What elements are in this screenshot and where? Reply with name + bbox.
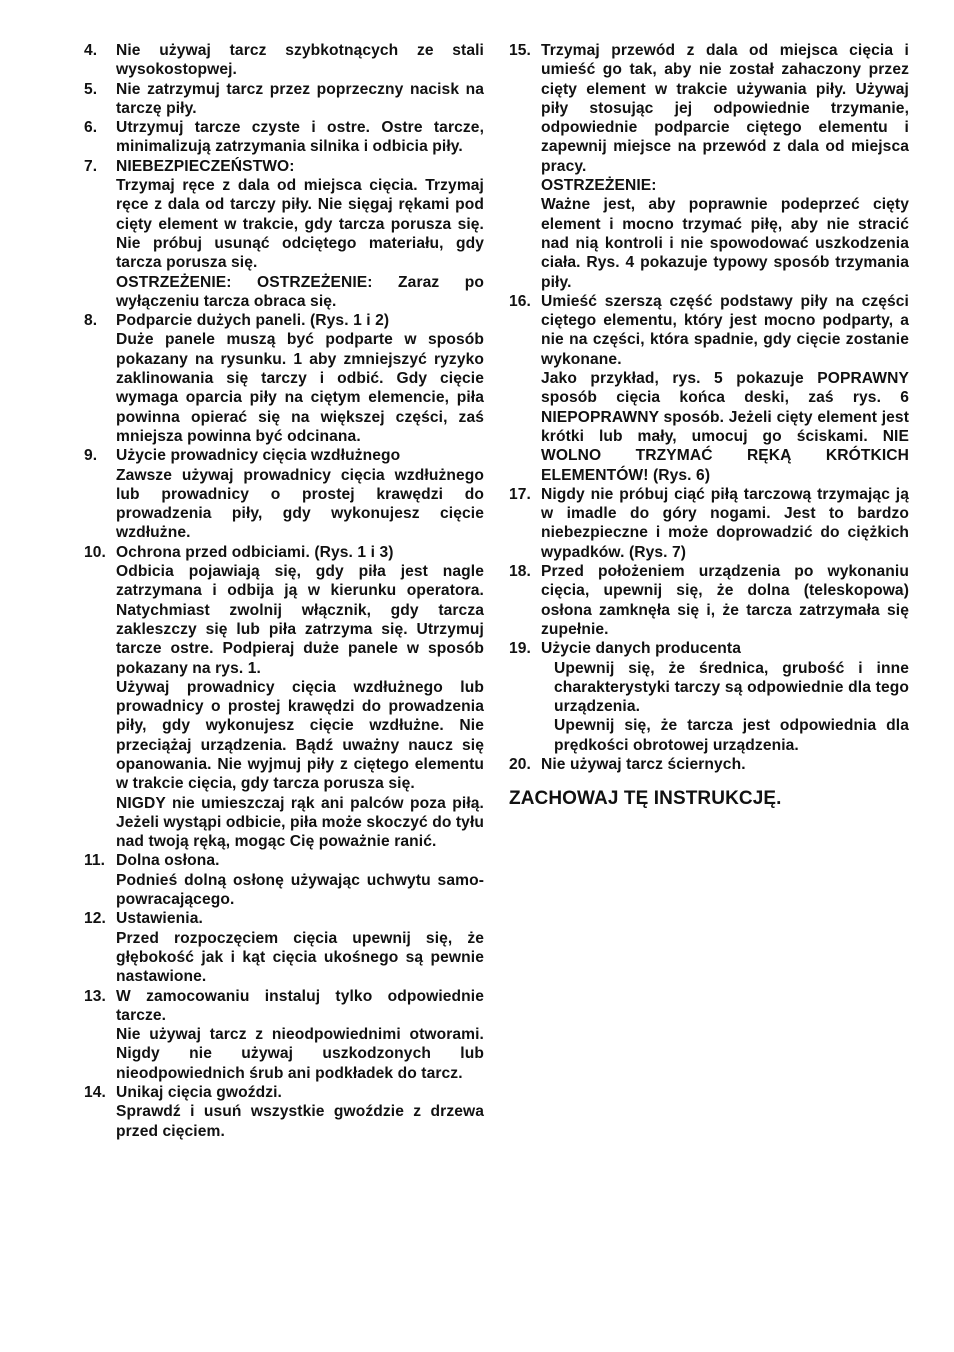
right-column — [509, 41, 909, 811]
item-sub-paragraph: Upewnij się, że tarcza jest odpowiednia dla prędkości obrotowej urządzenia. — [554, 717, 909, 754]
item-paragraph: NIEBEZPIECZEŃSTWO: — [116, 157, 295, 175]
item-body — [541, 41, 909, 292]
safety-item-18 — [509, 562, 909, 639]
item-paragraph: Umieść szerszą część podstawy piły na części ciętego elementu, który jest mocno podparty, a nie na części, która spadnie, gdy cięcie zostanie wykonane. — [541, 292, 909, 368]
item-body — [116, 118, 484, 157]
safety-item-5 — [84, 80, 484, 119]
item-number: 4. — [84, 42, 98, 59]
item-paragraph: NIGDY nie umieszczaj rąk ani palców poza piłą. Jeżeli wystąpi odbicie, piła może skoczyć do tyłu nad twoją ręką, mogąc Cię poważnie ranić. — [116, 794, 485, 851]
item-number: 14. — [84, 1084, 106, 1102]
item-number: 19. — [509, 640, 531, 658]
item-number: 17. — [509, 485, 531, 503]
item-paragraph: Podnieś dolną osłonę używając uchwytu samo- powracającego. — [116, 871, 484, 909]
safety-item-11 — [84, 851, 484, 909]
left-column — [84, 41, 484, 1141]
item-paragraph: Nie używaj tarcz ściernych. — [541, 755, 746, 773]
item-paragraph: Nie zatrzymuj tarcz przez poprzeczny nacisk na tarczę piły. — [116, 80, 484, 117]
item-number: 13. — [84, 987, 106, 1005]
item-number: 9. — [84, 447, 98, 465]
item-number: 18. — [509, 563, 531, 581]
item-number: 15. — [509, 42, 531, 59]
item-body — [541, 755, 909, 774]
item-number: 11. — [84, 852, 106, 870]
item-paragraph: Nie używaj tarcz z nieodpowiednimi otworami. Nigdy nie używaj uszkodzonych lub nieodpowiednich śrub ani podkładek do tarcz. — [116, 1026, 484, 1082]
safety-item-15 — [509, 41, 909, 292]
item-sub-paragraph: Upewnij się, że średnica, grubość i inne charakterystyki tarczy są odpowiednie dla tego urządzenia. — [554, 659, 909, 716]
item-paragraph: OSTRZEŻENIE: OSTRZEŻENIE: Zaraz po wyłączeniu tarcza obraca się. — [116, 273, 484, 310]
item-paragraph: Podparcie dużych paneli. (Rys. 1 i 2) — [116, 312, 390, 330]
item-paragraph: Ważne jest, aby poprawnie podeprzeć cięty element i mocno trzymać piłę, aby nie stracić nad nią kontroli i nie spowodować uszkodzenia ciała. Rys. 4 pokazuje typowy sposób trzymania piły. — [541, 196, 909, 291]
item-body — [541, 485, 909, 562]
safety-item-4 — [84, 41, 484, 80]
safety-item-6 — [84, 118, 484, 157]
item-body — [541, 562, 909, 639]
item-body — [116, 987, 484, 1083]
item-number: 10. — [84, 543, 106, 561]
item-paragraph: Zawsze używaj prowadnicy cięcia wzdłużnego lub prowadnicy o prostej krawędzi do prowadzenia piły, gdy wykonujesz cięcie wzdłużne. — [116, 466, 484, 542]
item-paragraph: Trzymaj przewód z dala od miejsca cięcia i umieść go tak, aby nie został zahaczony przez cięty element w trakcie używania piły. Używaj piły stosując jej odpowiednie trzymanie, odpowiednie podparcie ciętego elementu i zapewnij miejsce na przewód z dala od miejsca pracy. — [541, 42, 909, 175]
item-body — [116, 1083, 484, 1141]
item-paragraph: Odbicia pojawiają się, gdy piła jest nagle zatrzymana i odbija ją w kierunku operatora. Natychmiast zwolnij włącznik, gdy tarcza zakleszczy się lub piła zatrzyma się. Utrzymuj tarcze ostre. Podpieraj duże panele w sposób pokazany na rys. 1. — [116, 563, 484, 677]
safety-item-9 — [84, 446, 484, 542]
item-number: 6. — [84, 119, 98, 137]
item-body — [116, 80, 484, 119]
item-paragraph: OSTRZEŻENIE: — [541, 177, 657, 195]
item-paragraph: Jako przykład, rys. 5 pokazuje POPRAWNY sposób cięcia końca deski, zaś rys. 6 NIEPOPRAWNY sposób. Jeżeli cięty element jest krótki lub mały, umocuj go ściskami. NIE WOLNO TRZYMAĆ RĘKĄ KRÓTKICH ELEMENTÓW! (Rys. 6) — [541, 370, 909, 484]
safety-item-13 — [84, 987, 484, 1083]
item-paragraph: Używaj prowadnicy cięcia wzdłużnego lub prowadnicy o prostej krawędzi do prowadzenia piły, gdy wykonujesz cięcie wzdłużne. Nie przeciążaj urządzenia. Bądź uważny naucz się opanowania. Nie wyjmuj piły z ciętego elementu w trakcie cięcia, gdy tarcza porusza się. — [116, 678, 484, 793]
item-sub-body — [554, 659, 909, 755]
safety-item-19 — [509, 639, 909, 755]
item-paragraph: Sprawdź i usuń wszystkie gwoździe z drzewa przed cięciem. — [116, 1103, 484, 1140]
item-body — [116, 157, 484, 311]
item-paragraph: Unikaj cięcia gwoździ. — [116, 1084, 282, 1102]
right-item-list — [509, 41, 909, 774]
item-body — [116, 543, 484, 852]
safety-item-8 — [84, 311, 484, 446]
item-paragraph: Trzymaj ręce z dala od miejsca cięcia. Trzymaj ręce z dala od tarczy piły. Nie sięgaj rękami pod cięty element w trakcie, gdy tarcza porusza się. Nie próbuj usunąć odciętego materiału, gdy tarcza porusza się. — [116, 177, 484, 272]
item-paragraph: Nie używaj tarcz szybkotnących ze stali wysokostopwej. — [116, 42, 484, 79]
item-body — [541, 292, 909, 485]
item-paragraph: Przed rozpoczęciem cięcia upewnij się, że głębokość jak i kąt cięcia ukośnego są pewnie nastawione. — [116, 929, 484, 986]
item-number: 12. — [84, 910, 106, 928]
item-body — [116, 311, 484, 446]
safety-item-7 — [84, 157, 484, 311]
safety-item-12 — [84, 909, 484, 986]
item-paragraph: Użycie prowadnicy cięcia wzdłużnego — [116, 447, 401, 465]
safety-item-17 — [509, 485, 909, 562]
item-paragraph: Nigdy nie próbuj ciąć piłą tarczową trzymając ją w imadle do góry nogami. Jest to bardzo niebezpieczne i może doprowadzić do ciężkich wypadków. (Rys. 7) — [541, 485, 909, 561]
item-number: 16. — [509, 292, 531, 310]
item-body — [116, 851, 484, 909]
item-body — [116, 41, 484, 80]
item-number: 5. — [84, 80, 98, 98]
item-body — [116, 446, 484, 542]
item-number: 20. — [509, 755, 531, 773]
item-paragraph: W zamocowaniu instaluj tylko odpowiednie tarcze. — [116, 987, 484, 1024]
item-number: 7. — [84, 157, 98, 175]
safety-item-14 — [84, 1083, 484, 1141]
safety-item-20 — [509, 755, 909, 774]
item-paragraph: Ustawienia. — [116, 910, 203, 928]
item-body — [116, 909, 484, 986]
item-body — [541, 639, 909, 658]
item-paragraph: Użycie danych producenta — [541, 640, 741, 658]
item-paragraph: Duże panele muszą być podparte w sposób pokazany na rysunku. 1 aby zmniejszyć ryzyko zaklinowania się tarczy i odbić. Gdy cięcie wymaga oparcia piły na ciętym elemencie, piła powinna opierać się na większej części, zaś mniejsza powinna być odcinana. — [116, 331, 484, 445]
item-paragraph: Przed położeniem urządzenia po wykonaniu cięcia, upewnij się, że dolna (teleskopowa) osłona zamknęła się i, że tarcza zatrzymała się zupełnie. — [541, 563, 909, 638]
item-paragraph: Ochrona przed odbiciami. (Rys. 1 i 3) — [116, 543, 394, 561]
item-paragraph: Utrzymuj tarcze czyste i ostre. Ostre tarcze, minimalizują zatrzymania silnika i odbicia piły. — [116, 119, 484, 156]
item-paragraph: Dolna osłona. — [116, 852, 220, 870]
safety-item-10 — [84, 543, 484, 852]
closing-heading: ZACHOWAJ TĘ INSTRUKCJĘ. — [509, 788, 782, 810]
safety-item-16 — [509, 292, 909, 485]
item-number: 8. — [84, 312, 98, 330]
